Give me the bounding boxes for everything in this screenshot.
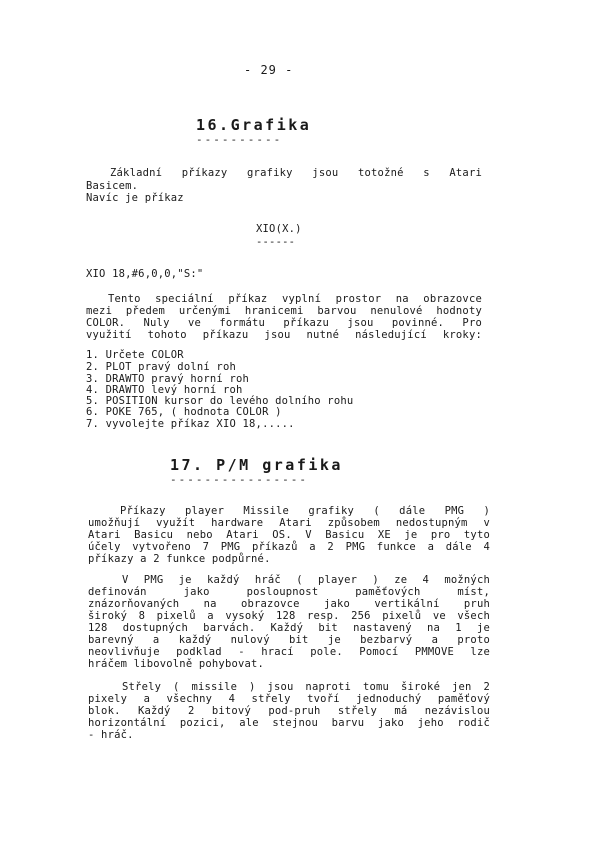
section-16-underline: ---------- — [196, 133, 283, 146]
intro-line-2: Basicem. — [86, 180, 139, 192]
p2-line-7: neovlivňuje podklad - hrací pole. Pomocí PMMOVE lze — [88, 646, 490, 658]
step-2: 2. PLOT pravý dolní roh — [86, 361, 236, 373]
xio-command-title: XIO(X.) — [256, 223, 302, 235]
p2-line-3: znázorňovaných na obrazovce jako vertikální pruh — [88, 598, 490, 610]
intro-line-1: Základní příkazy grafiky jsou totožné s Atari — [110, 167, 482, 179]
para-line-4: využití tohoto příkazu jsou nutné následující kroky: — [86, 329, 482, 341]
p1-line-3: Atari Basicu nebo Atari OS. V Basicu XE je pro tyto — [88, 529, 490, 541]
intro-line-3: Navíc je příkaz — [86, 192, 184, 204]
xio-example: XIO 18,#6,0,0,"S:" — [86, 268, 204, 280]
step-1: 1. Určete COLOR — [86, 349, 184, 361]
p2-line-1: V PMG je každý hráč ( player ) ze 4 možných — [122, 574, 490, 586]
section-16-heading: 16.Grafika — [196, 116, 312, 134]
p3-line-2: pixely a všechny 4 střely tvoří jednoduchý paměťový — [88, 693, 490, 705]
section-17-heading: 17. P/M grafika — [170, 456, 343, 474]
p1-line-1: Příkazy player Missile grafiky ( dále PMG ) — [120, 505, 490, 517]
step-5: 5. POSITION kursor do levého dolního rohu — [86, 395, 354, 407]
step-7: 7. vyvolejte příkaz XIO 18,..... — [86, 418, 295, 430]
para-line-2: mezi předem určenými hranicemi barvou nenulové hodnoty — [86, 305, 482, 317]
p2-line-4: široký 8 pixelů a vysoký 128 resp. 256 pixelů ve všech — [88, 610, 490, 622]
para-line-1: Tento speciální příkaz vyplní prostor na obrazovce — [108, 293, 482, 305]
p1-line-5: příkazy a 2 funkce podpůrné. — [88, 553, 271, 565]
p1-line-2: umožňují využít hardware Atari způsobem nedostupným v — [88, 517, 490, 529]
p3-line-4: horizontální pozici, ale stejnou barvu jako jeho rodič — [88, 717, 490, 729]
p2-line-6: barevný a každý nulový bit je bezbarvý a proto — [88, 634, 490, 646]
step-6: 6. POKE 765, ( hodnota COLOR ) — [86, 406, 282, 418]
p2-line-2: definován jako posloupnost paměťových míst, — [88, 586, 490, 598]
p2-line-8: hráčem libovolně pohybovat. — [88, 658, 265, 670]
section-17-underline: ---------------- — [170, 473, 308, 486]
step-3: 3. DRAWTO pravý horní roh — [86, 373, 250, 385]
p3-line-5: - hráč. — [88, 729, 134, 741]
p1-line-4: účely vytvořeno 7 PMG příkazů a 2 PMG funkce a dále 4 — [88, 541, 490, 553]
step-4: 4. DRAWTO levý horní roh — [86, 384, 243, 396]
para-line-3: COLOR. Nuly ve formátu příkazu jsou povinné. Pro — [86, 317, 482, 329]
p3-line-1: Střely ( missile ) jsou naproti tomu široké jen 2 — [122, 681, 490, 693]
p2-line-5: 128 dostupných barvách. Každý bit nastavený na 1 je — [88, 622, 490, 634]
p3-line-3: blok. Každý 2 bitový pod-pruh střely má nezávislou — [88, 705, 490, 717]
xio-command-underline: ------ — [256, 236, 296, 248]
page-number: - 29 - — [244, 63, 294, 77]
